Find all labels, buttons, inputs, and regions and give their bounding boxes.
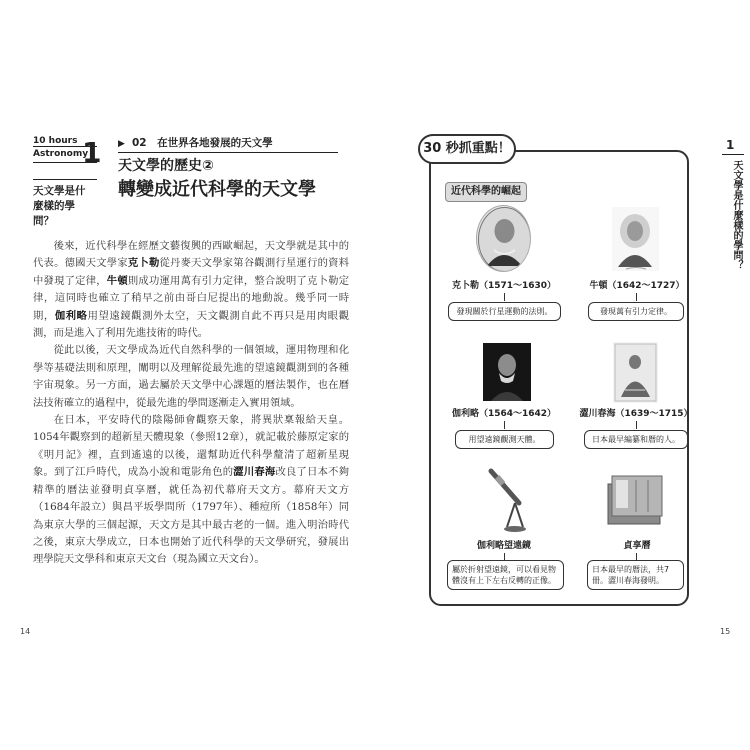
- paragraph: [33, 342, 349, 412]
- galileo-portrait: [483, 343, 531, 401]
- figure-name: 伽利略（1564～1642）: [451, 409, 557, 419]
- figure-note: 日本最早的曆法，共7冊。澀川春海發明。: [587, 560, 684, 590]
- figure-note: 發現萬有引力定律。: [588, 302, 684, 321]
- chapter-divider: [33, 179, 97, 180]
- summary-subtitle: 近代科學的崛起: [445, 182, 527, 202]
- figure-name: 澀川春海（1639～1715）: [579, 409, 693, 419]
- text-run: 在日本，平安時代的陰陽師會觀察天象，將異狀稟報給天皇。1054年觀察到的超新星天體現象（參照12章），就記載於藤原定家的《明月記》裡，直到遙遠的以後，還幫助近代科學釐清了超新星現象。到了江戶時代，成為小說和電影角色的: [33, 414, 349, 479]
- figure-name: 克卜勒（1571～1630）: [451, 281, 557, 291]
- connector: [504, 421, 506, 429]
- side-chapter-question: 天文學是什麼樣的學問？: [731, 160, 742, 270]
- text-run: 用望遠鏡觀測外太空，天文觀測自此不再只是用肉眼觀測，而是進入了利用先進技術的時代。: [33, 309, 350, 340]
- text-run: 從丹麥天文學家第谷觀測行星運行的資料中發現了定律，: [33, 257, 350, 287]
- summary-tag: 30 秒抓重點！: [418, 134, 516, 164]
- shibukawa-portrait: [613, 342, 658, 403]
- paragraph: [33, 238, 349, 342]
- section-arrow-icon: ▶: [118, 139, 125, 149]
- galileo-telescope-image: [485, 465, 530, 535]
- figure-note: 發現關於行星運動的法則。: [448, 302, 561, 321]
- figure-note: 屬於折射望遠鏡，可以看見物體沒有上下左右反轉的正像。: [447, 560, 564, 590]
- page-subtitle: 天文學的歷史②: [118, 158, 214, 174]
- chapter-question: 天文學是什麼樣的學問？: [33, 185, 86, 227]
- shibukawa-portrait-image: [613, 342, 658, 403]
- series-label: 10 hours: [33, 136, 97, 147]
- connector: [636, 421, 638, 429]
- text-run: 改良了日本不夠精準的曆法並發明貞享曆，就任為初代幕府天文方。幕府天文方（1684年設立）與昌平坂學問所（1797年）、種痘所（1858年）同為東京大學的三個起源，天文方是其中最古老的一個。進入明治時代之後，東京大學成立，日本也開始了近代科學的天文學研究，發展出理學院天文學科和東京天文台（現為國立天文台）。: [33, 466, 350, 566]
- side-divider: [722, 154, 744, 155]
- paragraph: [33, 412, 349, 569]
- series-label-2: Astronomy: [33, 149, 89, 159]
- figure-name: 貞享曆: [623, 541, 651, 551]
- connector: [504, 553, 506, 560]
- book-icon: [606, 472, 664, 526]
- emphasis-text: 伽利略: [54, 309, 88, 322]
- figure-name: 牛頓（1642～1727）: [589, 281, 685, 291]
- side-chapter-number: 1: [726, 138, 735, 152]
- figure-note: 日本最早編纂和曆的人。: [584, 430, 688, 449]
- newton-portrait: [612, 207, 659, 271]
- section-label: 02 在世界各地發展的天文學: [132, 137, 273, 149]
- page-number-left: 14: [20, 627, 31, 636]
- figure-name: 伽利略望遠鏡: [476, 541, 531, 551]
- figure-note: 用望遠鏡觀測天體。: [455, 430, 554, 449]
- body-text: [33, 238, 349, 569]
- connector: [504, 293, 506, 301]
- text-run: 則成功運用萬有引力定律，整合說明了克卜勒定律，這同時也確立了稍早之前由哥白尼提出的地動說。幾乎同一時期，: [33, 274, 350, 322]
- galileo-portrait-image: [483, 343, 531, 401]
- jokyo-calendar-image: [606, 472, 664, 526]
- kepler-portrait-image: [477, 206, 531, 272]
- page-number-right: 15: [720, 627, 731, 636]
- emphasis-text: 牛頓: [106, 274, 128, 287]
- connector: [636, 293, 638, 301]
- chapter-number: 1: [82, 136, 102, 169]
- page-title: 轉變成近代科學的天文學: [118, 179, 316, 200]
- text-run: 後來，近代科學在經歷文藝復興的西歐崛起，天文學就是其中的代表。德國天文學家: [33, 240, 349, 270]
- emphasis-text: 克卜勒: [127, 257, 160, 270]
- kepler-portrait: [476, 205, 531, 272]
- telescope-icon: [485, 465, 530, 535]
- newton-portrait-image: [612, 207, 659, 271]
- emphasis-text: 澀川春海: [233, 466, 276, 479]
- section-divider: [118, 152, 338, 153]
- text-run: 從此以後，天文學成為近代自然科學的一個領域，運用物理和化學等基礎法則和原理，闡明以及理解從最先進的望遠鏡觀測到的各種宇宙現象。另一方面，過去屬於天文學中心課題的曆法製作，也在曆法技術確立的過程中，從最先進的學問逐漸走入實用領域。: [33, 344, 349, 409]
- connector: [636, 553, 638, 560]
